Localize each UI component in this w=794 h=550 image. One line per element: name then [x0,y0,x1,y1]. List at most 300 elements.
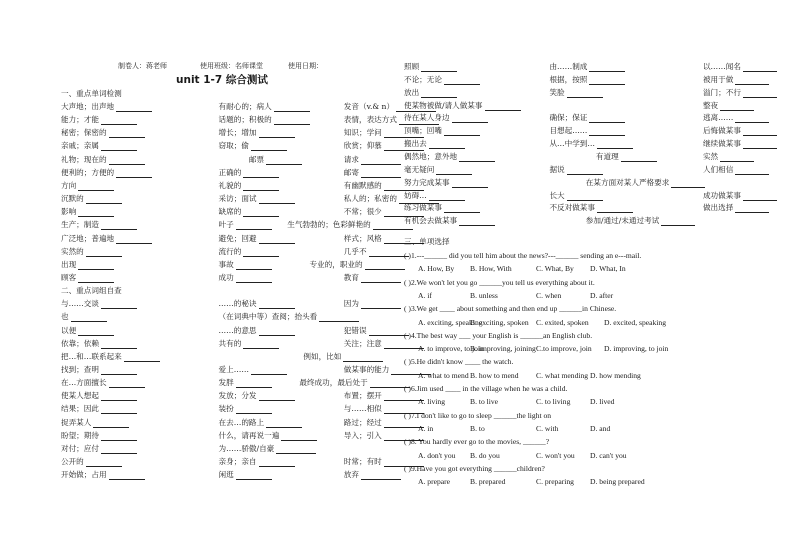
answer-blank[interactable] [743,89,777,98]
vocab-prompt: （在词典中等）查阅；抬头看 [218,312,318,322]
vocab-item [219,298,297,309]
answer-blank[interactable] [743,140,777,149]
answer-blank[interactable] [436,166,472,175]
answer-blank[interactable] [365,261,405,270]
phrase-prompt: 使某物被做/请人做某事 [404,100,483,110]
answer-blank[interactable] [567,192,603,201]
answer-blank[interactable] [459,217,495,226]
answer-option: B. prepared [470,477,506,487]
answer-blank[interactable] [589,76,625,85]
vocab-item [61,430,139,441]
answer-option: B. do you [470,450,500,460]
phrase-item [404,215,497,226]
vocab-prompt: 邮票 [248,154,265,164]
vocab-prompt: 为……骄傲/自豪 [218,443,275,453]
vocab-prompt: 与……相似 [343,404,382,414]
answer-blank[interactable] [369,248,409,257]
answer-blank[interactable] [735,166,769,175]
vocab-prompt: 不常；很少 [343,207,382,217]
phrase-prompt: 有机会去做某事 [404,216,458,226]
vocab-prompt: 发胖 [218,378,234,388]
phrase-item [404,74,482,85]
vocab-prompt: 公开的 [61,457,84,467]
answer-blank[interactable] [485,102,521,111]
vocab-item [219,390,297,401]
phrase-prompt: 逃离…… [702,113,734,123]
vocab-prompt: 能力；才能 [61,115,99,125]
vocab-item [61,272,116,283]
answer-blank[interactable] [621,153,657,162]
answer-option: A. don't you [418,450,456,460]
answer-blank[interactable] [429,192,465,201]
vocab-item [219,246,282,257]
answer-blank[interactable] [251,142,287,151]
answer-blank[interactable] [735,76,769,85]
vocab-prompt: 把…和…联系起来 [61,351,122,361]
phrase-prompt: 确保；保证 [549,113,588,123]
vocab-prompt: 亲戚；亲属 [61,141,99,151]
phrase-item [549,74,627,85]
answer-blank[interactable] [236,379,272,388]
vocab-item [344,469,403,480]
vocab-prompt: 以便 [61,325,77,335]
question-text: ( )3.We get ____ about something and then end up ______in Chinese. [404,304,617,314]
answer-blank[interactable] [743,192,777,201]
phrase-item [703,202,771,213]
vocab-item [287,219,415,230]
vocab-item [61,403,139,414]
answer-blank[interactable] [361,169,401,178]
vocab-item [219,430,320,441]
answer-blank[interactable] [101,392,137,401]
answer-blank[interactable] [236,405,272,414]
answer-option: B. to [470,423,485,433]
vocab-prompt: 沉默的 [61,194,84,204]
vocab-item [61,377,147,388]
answer-blank[interactable] [369,327,409,336]
answer-blank[interactable] [236,471,272,480]
vocab-prompt: 采访；面试 [218,194,257,204]
vocab-item [219,140,289,151]
answer-blank[interactable] [78,182,114,191]
vocab-item [219,127,297,138]
answer-option: D. excited, speaking [604,317,666,327]
answer-blank[interactable] [109,129,145,138]
vocab-item [61,351,162,362]
answer-option: A. in [418,423,434,433]
phrase-item [586,177,708,188]
answer-option: A. How, By [418,264,455,274]
vocab-item [61,101,154,112]
vocab-item [61,233,154,244]
answer-blank[interactable] [243,169,279,178]
answer-blank[interactable] [597,140,633,149]
phrase-prompt: 笑脸 [549,87,565,97]
answer-blank[interactable] [124,353,160,362]
vocab-prompt: 礼貌的 [218,180,242,190]
vocab-prompt: 闲逛 [218,470,234,480]
vocab-prompt: 依靠；依赖 [61,338,99,348]
answer-blank[interactable] [259,300,295,309]
answer-option: B. exciting, spoken [470,317,529,327]
answer-blank[interactable] [589,114,625,123]
vocab-item [61,456,124,467]
vocab-prompt: 在去…的路上 [218,417,265,427]
question-text: ( )2.We won't let you go ______you tell us everything about it. [404,277,595,287]
answer-option: B. unless [470,290,498,300]
answer-option: B. to live [470,397,499,407]
vocab-prompt: 与……交谈 [61,299,99,309]
answer-option: C.to improve, join [536,344,592,354]
vocab-item [61,219,139,230]
phrase-item [703,190,779,201]
answer-blank[interactable] [319,313,359,322]
answer-blank[interactable] [444,76,480,85]
answer-blank[interactable] [259,235,295,244]
answer-blank[interactable] [735,114,769,123]
answer-blank[interactable] [78,327,114,336]
answer-blank[interactable] [101,221,137,230]
phrase-prompt: 偶然地；意外地 [404,151,458,161]
answer-blank[interactable] [429,140,465,149]
answer-blank[interactable] [78,208,114,217]
vocab-item [61,325,116,336]
phrase-item [404,164,474,175]
vocab-prompt: 大声地；出声地 [61,102,115,111]
answer-blank[interactable] [589,127,625,136]
answer-blank[interactable] [101,405,137,414]
phrase-prompt: 搬出去 [404,139,427,149]
answer-blank[interactable] [251,366,287,375]
vocab-prompt: 二、重点词组自查 [61,286,122,296]
vocab-prompt: 专业的，职业的 [309,259,363,269]
phrase-prompt: 人们相信 [702,164,734,174]
vocab-item [344,272,403,283]
answer-blank[interactable] [101,340,137,349]
vocab-prompt: 什么，请再说一遍 [218,430,280,440]
phrase-item [703,61,779,72]
answer-blank[interactable] [597,204,633,213]
vocab-item [61,338,139,349]
answer-blank[interactable] [243,182,279,191]
phrase-item [404,125,482,136]
phrase-prompt: 以……闻名 [702,62,741,71]
answer-option: C. to living [536,397,571,407]
vocab-item [249,154,304,165]
answer-blank[interactable] [459,153,495,162]
answer-option: B. improving, joining [470,344,536,354]
answer-blank[interactable] [116,169,152,178]
vocab-prompt: 正确的 [218,167,242,177]
answer-blank[interactable] [259,327,295,336]
vocab-item [61,390,139,401]
phrase-prompt: 练习做某事 [404,203,442,213]
phrase-item [404,177,490,188]
phrase-prompt: 继续做某事 [702,139,741,149]
vocab-prompt: 路过；经过 [343,417,382,427]
vocab-item [344,298,403,309]
answer-blank[interactable] [720,102,754,111]
vocab-prompt: 秘密；保密的 [61,128,107,138]
vocab-item [219,114,312,125]
answer-blank[interactable] [720,153,754,162]
answer-blank[interactable] [101,432,137,441]
answer-option: D. lived [590,397,615,407]
vocab-prompt: ……的秘诀 [218,299,257,309]
worksheet-title: unit 1-7 综合测试 [176,74,268,86]
phrase-item [549,112,627,123]
answer-blank[interactable] [421,89,457,98]
vocab-item [219,219,274,230]
answer-blank[interactable] [743,127,777,136]
vocab-prompt: 出现 [61,259,77,269]
phrase-item [596,151,659,162]
vocab-item [219,417,305,428]
answer-blank[interactable] [71,313,107,322]
answer-blank[interactable] [361,471,401,480]
answer-blank[interactable] [259,392,295,401]
answer-blank[interactable] [743,63,777,72]
answer-blank[interactable] [236,274,272,283]
vocab-prompt: 放弃 [343,470,359,480]
answer-blank[interactable] [109,156,145,165]
answer-blank[interactable] [452,179,488,188]
vocab-item [61,285,122,296]
vocab-item [219,272,274,283]
phrase-item [549,164,604,175]
phrase-item [549,125,627,136]
vocab-prompt: 关注；注意 [343,338,382,348]
question-text: ( )6.Jim used ____ in the village when he was a child. [404,384,568,393]
phrase-prompt: 放出 [404,87,420,97]
answer-option: A. if [418,290,432,300]
vocab-item [61,114,139,125]
answer-blank[interactable] [86,248,122,257]
phrase-prompt: 照顾 [404,62,420,71]
answer-option: D. how mending [590,370,641,380]
phrase-item [703,74,771,85]
section-title-choice: 三、单项选择 [404,237,450,246]
answer-blank[interactable] [735,204,769,213]
vocab-prompt: 最终成功，最后处于 [299,378,368,388]
vocab-prompt: 样式；风格 [343,233,382,243]
answer-blank[interactable] [101,116,137,125]
phrase-prompt: 在某方面对某人严格要求 [585,177,670,187]
vocab-item [61,193,124,204]
answer-option: C. preparing [536,477,574,487]
vocab-prompt: 有幽默感的 [343,180,382,190]
phrase-item [549,61,627,72]
vocab-prompt: 使某人想起 [61,391,99,401]
vocab-prompt: 对付；应付 [61,443,99,453]
vocab-prompt: 犯错误 [343,325,367,335]
question-text: ( )4.The best way ___ your English is ______an English club. [404,330,593,340]
vocab-prompt: 盼望；期待 [61,430,99,440]
vocab-prompt: 知识；学问 [343,128,382,138]
answer-blank[interactable] [361,156,401,165]
answer-option: A. to improve, to join [418,344,484,354]
answer-blank[interactable] [421,63,457,72]
phrase-item [549,87,604,98]
answer-option: D. can't you [590,450,627,460]
vocab-prompt: 开始做；占用 [61,470,107,480]
answer-blank[interactable] [86,195,122,204]
answer-blank[interactable] [567,89,603,98]
answer-blank[interactable] [86,458,122,467]
phrase-item [703,112,771,123]
answer-blank[interactable] [266,419,302,428]
vocab-prompt: 流行的 [218,246,242,256]
answer-blank[interactable] [78,274,114,283]
vocab-prompt: 成功 [218,272,234,282]
answer-blank[interactable] [259,458,295,467]
phrase-item [703,87,779,98]
phrase-item [549,190,604,201]
phrase-item [586,215,697,226]
answer-blank[interactable] [236,261,272,270]
answer-option: D. after [590,290,614,300]
phrase-item [549,202,635,213]
vocab-prompt: 影响 [61,207,77,217]
answer-blank[interactable] [116,235,152,244]
vocab-item [61,469,147,480]
answer-blank[interactable] [343,353,383,362]
vocab-prompt: 捉弄某人 [61,417,92,427]
answer-blank[interactable] [109,379,145,388]
vocab-item [219,101,312,112]
vocab-prompt: 窃取；偷 [218,141,249,151]
answer-blank[interactable] [259,129,295,138]
phrase-item [549,138,635,149]
vocab-item [61,246,124,257]
phrase-prompt: 从…中学到… [549,139,595,149]
phrase-item [703,125,779,136]
vocab-prompt: 找到；查明 [61,365,99,374]
question-text: ( )9.Have you got everything ______children? [404,463,545,473]
phrase-item [703,151,756,162]
phrase-prompt: 顶嘴；回嘴 [404,126,442,136]
phrase-item [404,87,459,98]
answer-blank[interactable] [452,114,488,123]
phrase-item [404,100,523,111]
answer-blank[interactable] [101,366,137,375]
vocab-prompt: 共有的 [218,338,242,348]
phrase-item [404,138,467,149]
answer-blank[interactable] [661,217,695,226]
answer-blank[interactable] [567,166,603,175]
answer-option: A. prepare [418,477,451,487]
vocab-item [61,443,139,454]
vocab-item [344,246,411,257]
answer-option: C. What, By [536,264,574,274]
answer-blank[interactable] [101,300,137,309]
answer-blank[interactable] [78,261,114,270]
vocab-item [219,403,274,414]
vocab-prompt: 缺席的 [218,207,242,217]
answer-blank[interactable] [101,445,137,454]
phrase-prompt: 整夜 [702,100,719,110]
answer-blank[interactable] [281,432,317,441]
vocab-prompt: 因为 [343,299,359,309]
vocab-prompt: 话题的；积极的 [218,115,272,125]
vocab-prompt: 请求 [343,154,359,164]
vocab-item [61,259,116,270]
answer-blank[interactable] [276,445,316,454]
vocab-item [61,298,139,309]
phrase-prompt: 成功做某事 [702,190,741,200]
vocab-prompt: 几乎不 [343,246,367,256]
question-text: ( )1.---______ did you tell him about the news?---______ sending an e---mail. [404,251,642,260]
answer-blank[interactable] [243,248,279,257]
vocab-prompt: 私人的；私密的 [343,194,397,204]
answer-blank[interactable] [266,156,302,165]
answer-blank[interactable] [101,142,137,151]
phrase-prompt: 参加/通过/未通过考试 [585,216,660,226]
answer-blank[interactable] [116,103,152,112]
phrase-prompt: 不反对做某事 [549,203,595,213]
answer-blank[interactable] [243,208,279,217]
vocab-prompt: 欣赏；仰慕 [343,141,382,151]
answer-blank[interactable] [444,204,480,213]
answer-blank[interactable] [361,274,401,283]
vocab-item [219,233,297,244]
vocab-prompt: ……的意思 [218,325,257,335]
vocab-prompt: 邮寄 [343,167,359,177]
header-date: 使用日期： [288,62,323,70]
vocab-item [219,456,297,467]
answer-blank[interactable] [361,300,401,309]
phrase-prompt: 做出选择 [702,203,734,213]
vocab-item [219,206,282,217]
answer-blank[interactable] [444,127,480,136]
answer-option: A. living [418,397,446,407]
answer-blank[interactable] [671,179,705,188]
vocab-item [303,351,385,362]
answer-blank[interactable] [259,195,295,204]
header-class: 使用班级：名师课堂 [200,62,263,70]
vocab-prompt: 叶子 [218,220,234,230]
vocab-item [344,325,411,336]
vocab-item [219,193,297,204]
vocab-item [219,325,297,336]
vocab-prompt: 发放；分发 [218,391,257,401]
phrase-prompt: 实然 [702,151,719,161]
phrase-item [703,100,756,111]
vocab-item [61,127,147,138]
answer-blank[interactable] [589,63,625,72]
answer-option: B. how to mend [470,370,519,380]
phrase-item [703,138,779,149]
vocab-item [61,311,109,322]
phrase-prompt: 由……制成 [549,62,588,71]
vocab-prompt: 实然的 [61,246,84,256]
answer-blank[interactable] [109,471,145,480]
answer-blank[interactable] [274,103,310,112]
answer-option: A. exciting, speaking [418,317,483,327]
phrase-prompt: 待在某人身边 [404,113,450,123]
answer-blank[interactable] [93,419,129,428]
answer-blank[interactable] [236,221,272,230]
answer-blank[interactable] [274,116,310,125]
vocab-prompt: 在…方面擅长 [61,378,107,388]
vocab-item [61,154,147,165]
vocab-item [61,364,139,375]
answer-option: D. improving, to join [604,344,669,354]
vocab-prompt: 顾客 [61,272,77,282]
phrase-prompt: 长大 [549,190,565,200]
answer-blank[interactable] [243,340,279,349]
vocab-item [219,364,289,375]
